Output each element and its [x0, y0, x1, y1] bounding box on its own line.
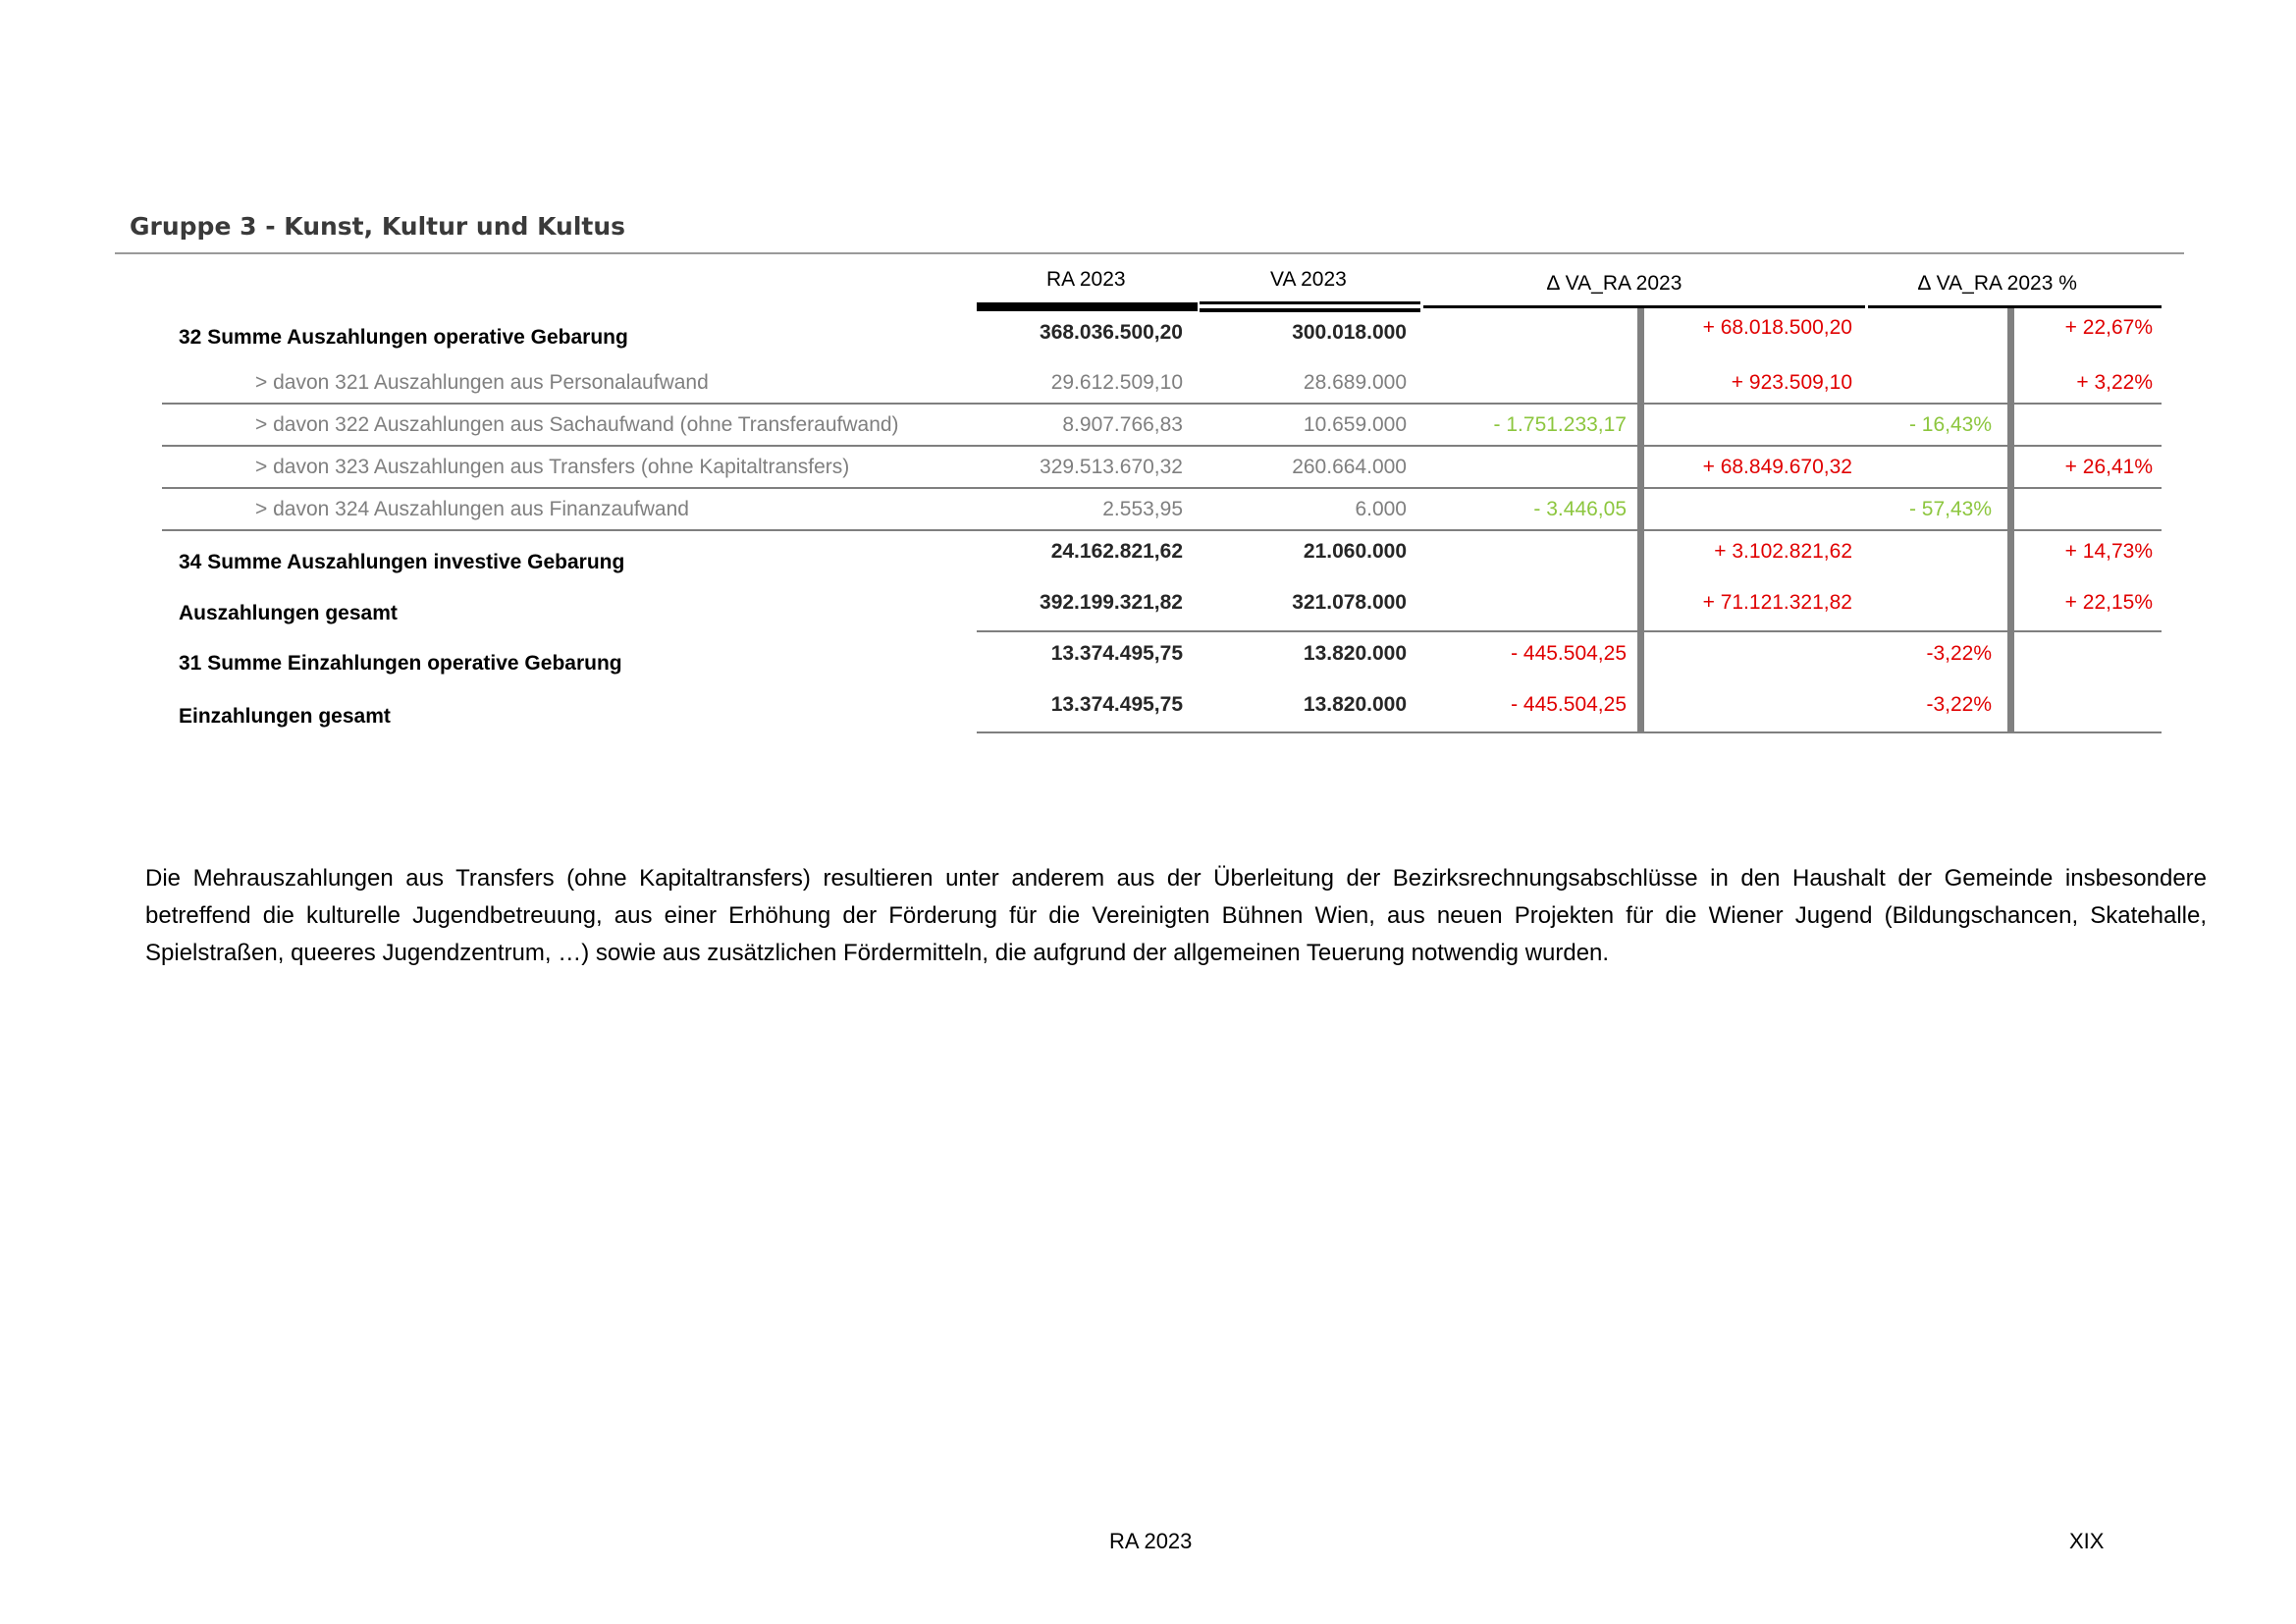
- delta-pct-value: + 3,22%: [2076, 371, 2153, 394]
- ra-value: 368.036.500,20: [1040, 321, 1183, 344]
- delta-pct-value: - 57,43%: [1908, 498, 1992, 520]
- ra-value: 392.199.321,82: [1040, 591, 1183, 614]
- row-label: 32 Summe Auszahlungen operative Gebarung: [179, 326, 628, 349]
- delta-pct-value: + 26,41%: [2064, 456, 2153, 478]
- row-divider: [162, 445, 2162, 447]
- row-label: Auszahlungen gesamt: [179, 602, 398, 624]
- row-divider: [977, 630, 2162, 632]
- va-value: 21.060.000: [1303, 540, 1407, 563]
- heading-divider: [115, 252, 2184, 254]
- row-label: > davon 324 Auszahlungen aus Finanzaufwand: [255, 498, 689, 520]
- delta-pct-value: - 16,43%: [1908, 413, 1992, 436]
- va-value: 260.664.000: [1292, 456, 1407, 478]
- row-label: 34 Summe Auszahlungen investive Gebarung: [179, 551, 625, 573]
- delta-pct-header-bar: [1868, 305, 2162, 308]
- ra-header-bar: [977, 302, 1198, 311]
- delta-value: + 68.849.670,32: [1702, 456, 1852, 478]
- delta-pct-separator: [2007, 308, 2014, 732]
- ra-value: 13.374.495,75: [1050, 642, 1183, 665]
- delta-separator: [1637, 308, 1644, 732]
- page-number: XIX: [2069, 1529, 2105, 1553]
- ra-value: 2.553,95: [1102, 498, 1183, 520]
- col-header-va: VA 2023: [1270, 268, 1347, 291]
- ra-value: 29.612.509,10: [1050, 371, 1183, 394]
- va-value: 321.078.000: [1292, 591, 1407, 614]
- row-divider: [162, 403, 2162, 405]
- va-value: 10.659.000: [1303, 413, 1407, 436]
- delta-header-bar: [1423, 305, 1865, 308]
- col-header-ra: RA 2023: [1046, 268, 1126, 291]
- delta-value: - 445.504,25: [1511, 642, 1627, 665]
- row-label: 31 Summe Einzahlungen operative Gebarung: [179, 652, 622, 675]
- row-label: > davon 323 Auszahlungen aus Transfers (ohne Kapitaltransfers): [255, 456, 850, 478]
- delta-value: + 68.018.500,20: [1702, 316, 1852, 339]
- row-divider: [162, 529, 2162, 531]
- row-divider: [162, 487, 2162, 489]
- delta-value: - 445.504,25: [1511, 693, 1627, 716]
- explanation-paragraph: Die Mehrauszahlungen aus Transfers (ohne Kapitaltransfers) resultieren unter anderem aus der Überleitung der Bezirksrechnungsabschlüsse in den Haushalt der Gemeinde insbesondere betreffend die kulturelle Jugendbetreuung, aus einer Erhöhung der Förderung für die Vereinigten Bühnen Wien, aus neuen Projekten für die Wiener Jugend (Bildungschancen, Skatehalle, Spielstraßen, queeres Jugendzentrum, …) sowie aus zusätzlichen Fördermitteln, die aufgrund der allgemeinen Teuerung notwendig wurden.: [145, 865, 2207, 966]
- ra-value: 24.162.821,62: [1050, 540, 1183, 563]
- va-value: 6.000: [1355, 498, 1407, 520]
- row-divider: [977, 731, 2162, 733]
- row-label: > davon 321 Auszahlungen aus Personalaufwand: [255, 371, 709, 394]
- footer-title: RA 2023: [1109, 1529, 1193, 1553]
- va-value: 13.820.000: [1303, 693, 1407, 716]
- delta-pct-value: -3,22%: [1926, 642, 1992, 665]
- ra-value: 13.374.495,75: [1050, 693, 1183, 716]
- row-label: Einzahlungen gesamt: [179, 705, 391, 728]
- col-header-delta: ∆ VA_RA 2023: [1547, 272, 1682, 295]
- section-heading: Gruppe 3 - Kunst, Kultur und Kultus: [130, 212, 626, 241]
- col-header-delta-pct: ∆ VA_RA 2023 %: [1918, 272, 2077, 295]
- ra-value: 8.907.766,83: [1062, 413, 1183, 436]
- va-header-bar-top: [1200, 301, 1420, 304]
- va-value: 28.689.000: [1303, 371, 1407, 394]
- va-value: 300.018.000: [1292, 321, 1407, 344]
- delta-pct-value: + 14,73%: [2064, 540, 2153, 563]
- row-label: > davon 322 Auszahlungen aus Sachaufwand (ohne Transferaufwand): [255, 413, 899, 436]
- delta-value: + 3.102.821,62: [1714, 540, 1852, 563]
- delta-pct-value: -3,22%: [1926, 693, 1992, 716]
- delta-pct-value: + 22,67%: [2064, 316, 2153, 339]
- delta-value: + 923.509,10: [1731, 371, 1852, 394]
- delta-value: - 3.446,05: [1533, 498, 1627, 520]
- va-value: 13.820.000: [1303, 642, 1407, 665]
- delta-value: - 1.751.233,17: [1493, 413, 1627, 436]
- va-header-bar-bottom: [1200, 308, 1420, 312]
- ra-value: 329.513.670,32: [1040, 456, 1183, 478]
- delta-pct-value: + 22,15%: [2064, 591, 2153, 614]
- delta-value: + 71.121.321,82: [1702, 591, 1852, 614]
